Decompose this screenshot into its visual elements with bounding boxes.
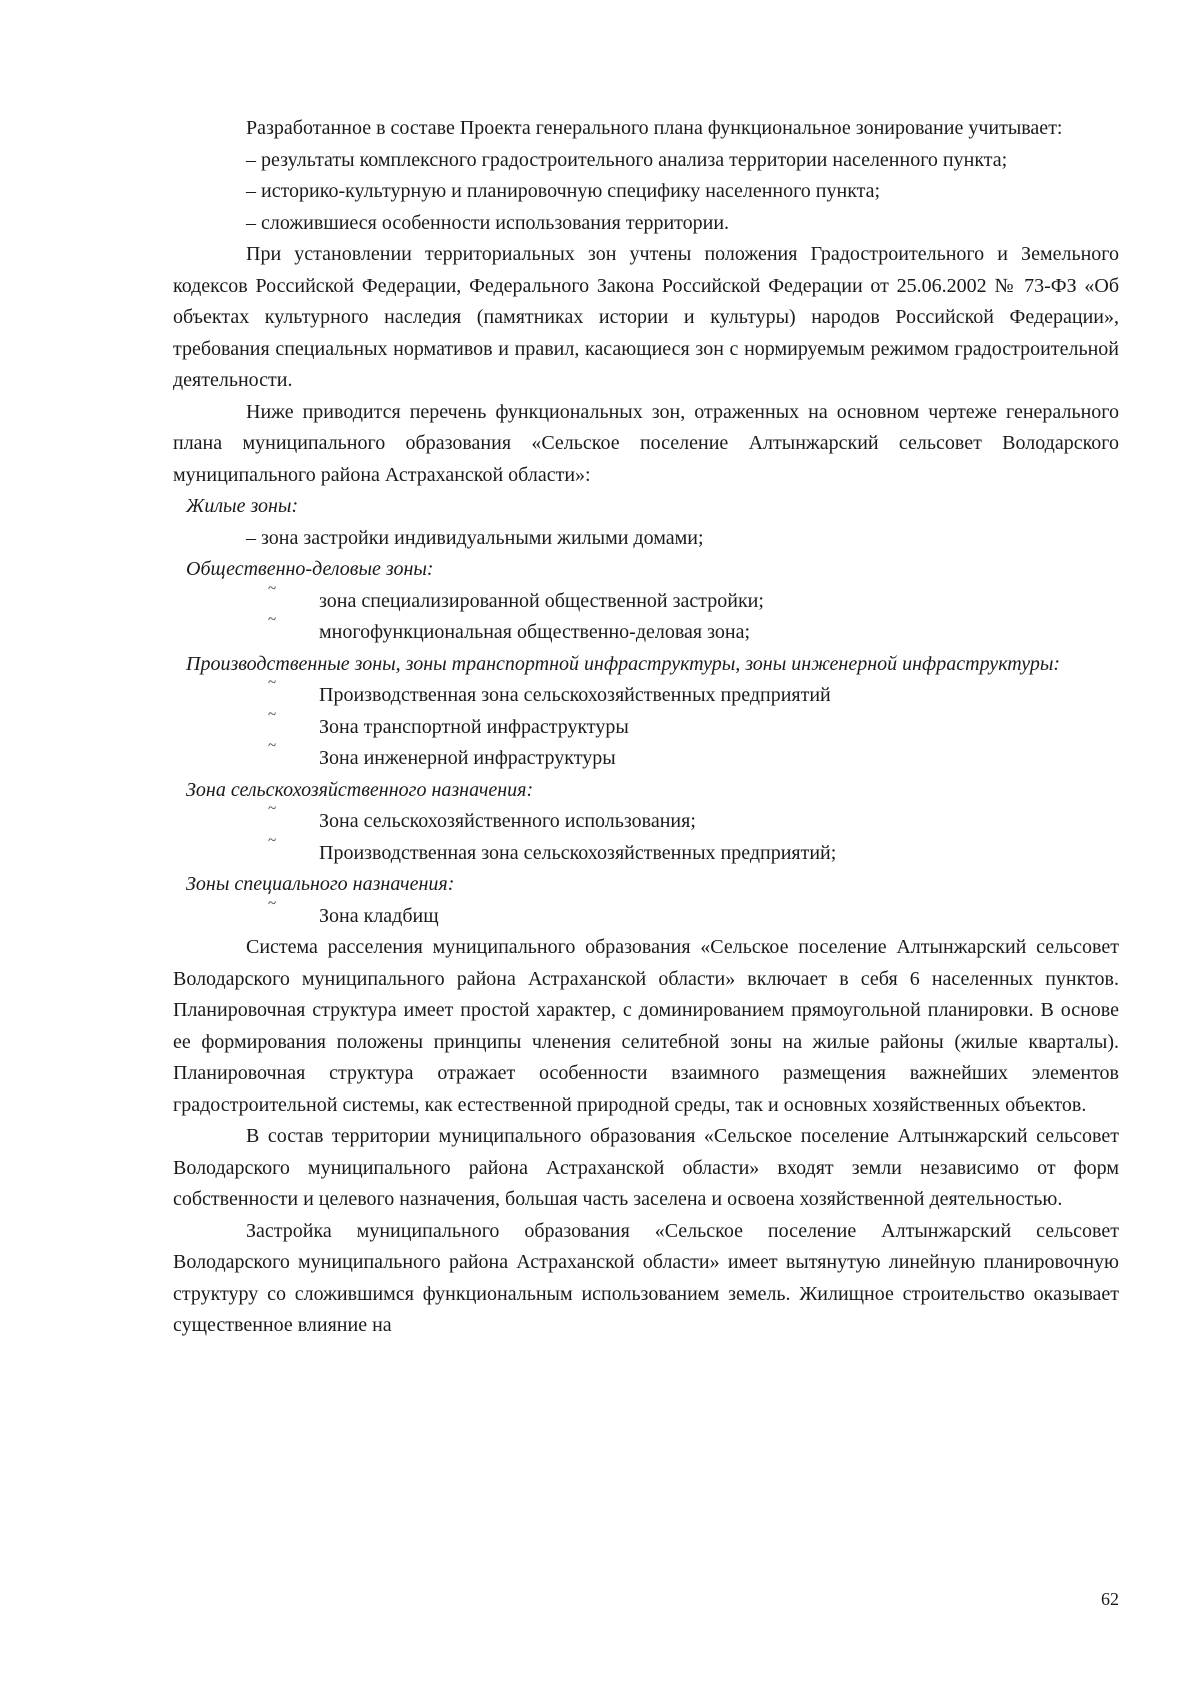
bullet-text: Производственная зона сельскохозяйственных предприятий; [319, 841, 837, 864]
bullet-item [173, 895, 1119, 933]
tilde-bullet-icon: ~ [268, 895, 277, 912]
section-heading: Жилые зоны: [186, 495, 299, 517]
bullet-text: зона специализированной общественной застройки; [319, 589, 764, 612]
list-item: – результаты комплексного градостроительного анализа территории населенного пункта; [246, 148, 1008, 171]
bullet-item [173, 612, 1119, 649]
bullet-text: Зона сельскохозяйственного использования; [319, 810, 696, 832]
tilde-bullet-icon: ~ [268, 612, 277, 628]
paragraph: При установлении территориальных зон учтены положения Градостроительного и Земельного кодексов Российской Федерации, Федерального Закона Российской Федерации от 25.06.2002 № 73-ФЗ «Об объектах культурного наследия (памятниках истории и культуры) народов Российской Федерации», требования специальных нормативов и правил, касающиеся зон с нормируемым режимом градостроительной деятельности. [173, 243, 1119, 391]
bullet-item [173, 738, 1119, 775]
tilde-bullet-icon: ~ [268, 580, 277, 597]
bullet-item [173, 580, 1119, 618]
list-item: – зона застройки индивидуальными жилыми домами; [246, 526, 704, 549]
bullet-text: Зона кладбищ [319, 904, 439, 927]
bullet-text: многофункциональная общественно-деловая зона; [319, 621, 751, 643]
bullet-text: Зона инженерной инфраструктуры [319, 747, 616, 769]
section-heading: Зоны специального назначения: [186, 873, 455, 895]
tilde-bullet-icon: ~ [268, 706, 277, 723]
tilde-bullet-icon: ~ [268, 832, 277, 849]
paragraph: Застройка муниципального образования «Сельское поселение Алтынжарский сельсовет Володарского муниципального района Астраханской области» имеет вытянутую линейную планировочную структуру со сложившимся функциональным использованием земель. Жилищное строительство оказывает существенное влияние на [173, 1219, 1119, 1336]
list-item: – историко-культурную и планировочную специфику населенного пункта; [246, 180, 881, 202]
bullet-item [173, 706, 1119, 744]
bullet-text: Зона транспортной инфраструктуры [319, 715, 629, 738]
document-body [173, 113, 1119, 1342]
paragraph: Система расселения муниципального образования «Сельское поселение Алтынжарский сельсовет Володарского муниципального района Астраханской области» включает в себя 6 населенных пунктов. Планировочная структура имеет простой характер, с доминированием прямоугольной планировки. В основе ее формирования положены принципы членения селитебной зоны на жилые районы (жилые кварталы). Планировочная структура отражает особенности взаимного размещения важнейших элементов градостроительной системы, как естественной природной среды, так и основных хозяйственных объектов. [173, 936, 1119, 1116]
section-heading: Общественно-деловые зоны: [186, 558, 434, 580]
page-number: 62 [1101, 1589, 1119, 1609]
section-heading: Производственные зоны, зоны транспортной инфраструктуры, зоны инженерной инфраструктуры: [186, 652, 1061, 675]
tilde-bullet-icon: ~ [268, 675, 277, 691]
bullet-item [173, 675, 1119, 712]
paragraph: В состав территории муниципального образования «Сельское поселение Алтынжарский сельсовет Володарского муниципального района Астраханской области» входят земли независимо от форм собственности и целевого назначения, большая часть заселена и освоена хозяйственной деятельностью. [173, 1125, 1119, 1210]
paragraph: Ниже приводится перечень функциональных зон, отраженных на основном чертеже генерального плана муниципального образования «Сельское поселение Алтынжарский сельсовет Володарского муниципального района Астраханской области»: [173, 400, 1119, 486]
tilde-bullet-icon: ~ [268, 801, 277, 817]
bullet-text: Производственная зона сельскохозяйственных предприятий [319, 684, 831, 706]
bullet-item [173, 832, 1119, 870]
bullet-item [173, 801, 1119, 838]
list-item: – сложившиеся особенности использования территории. [246, 211, 730, 234]
tilde-bullet-icon: ~ [268, 738, 277, 754]
paragraph: Разработанное в составе Проекта генерального плана функциональное зонирование учитывает: [246, 117, 1063, 139]
section-heading: Зона сельскохозяйственного назначения: [186, 778, 534, 801]
